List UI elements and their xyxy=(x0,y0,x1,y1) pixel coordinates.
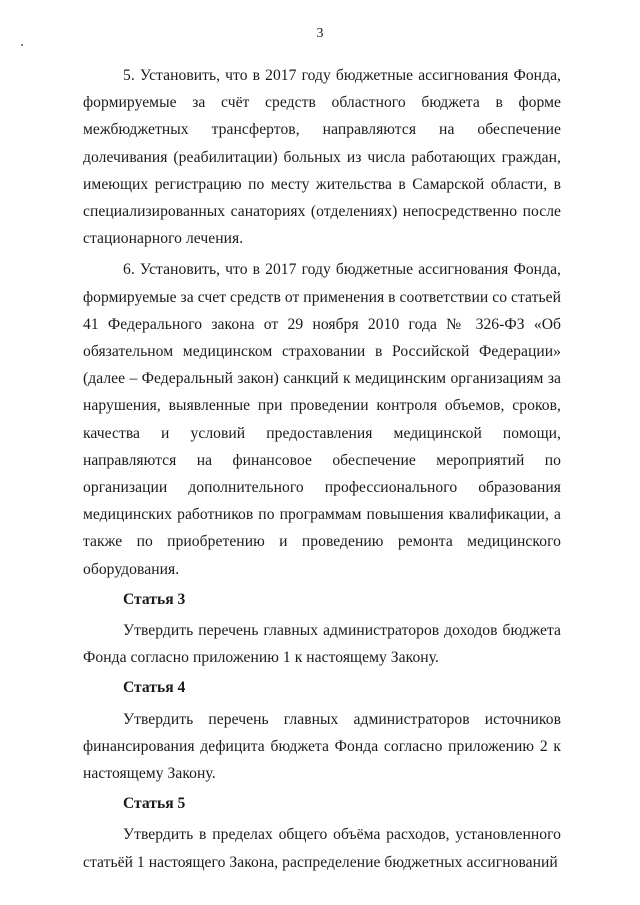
article-5-text: Утвердить в пределах общего объёма расходов, установленного статьёй 1 настоящего Закона, распределение бюджетных ассигнований xyxy=(83,826,561,871)
article-5-heading: Статья 5 xyxy=(123,795,186,813)
article-4-text: Утвердить перечень главных администраторов источников финансирования дефицита бюджета Фонда согласно приложению 2 к настоящему Закону. xyxy=(83,710,561,783)
paragraph-6: 6. Установить, что в 2017 году бюджетные ассигнования Фонда, формируемые за счет средств от применения в соответствии со статьей 41 Федерального закона от 29 ноября 2010 года № 326-ФЗ «Об обязательном медицинском страховании в Российской Федерации» (далее – Федеральный закон) санкций к медицинским организациям за нарушения, выявленные при проведении контроля объемов, сроков, качества и условий предоставления медицинской помощи, направляются на финансовое обеспечение мероприятий по организации дополнительного профессионального образования медицинских работников по программам повышения квалификации, а также по приобретению и проведению ремонта медицинского оборудования. xyxy=(83,261,561,578)
article-3-text: Утвердить перечень главных администраторов доходов бюджета Фонда согласно приложению 1 к настоящему Закону. xyxy=(83,622,561,667)
page-number: 3 xyxy=(316,26,324,41)
paragraph-5: 5. Установить, что в 2017 году бюджетные ассигнования Фонда, формируемые за счёт средств областного бюджета в форме межбюджетных трансфертов, направляются на обеспечение долечивания (реабилитации) больных из числа работающих граждан, имеющих регистрацию по месту жительства в Самарской области, в специализированных санаториях (отделениях) непосредственно после стационарного лечения. xyxy=(83,67,561,248)
article-3-heading: Статья 3 xyxy=(123,590,186,608)
document-body xyxy=(83,62,561,876)
article-4-heading: Статья 4 xyxy=(123,679,186,697)
scan-speck xyxy=(21,44,23,46)
